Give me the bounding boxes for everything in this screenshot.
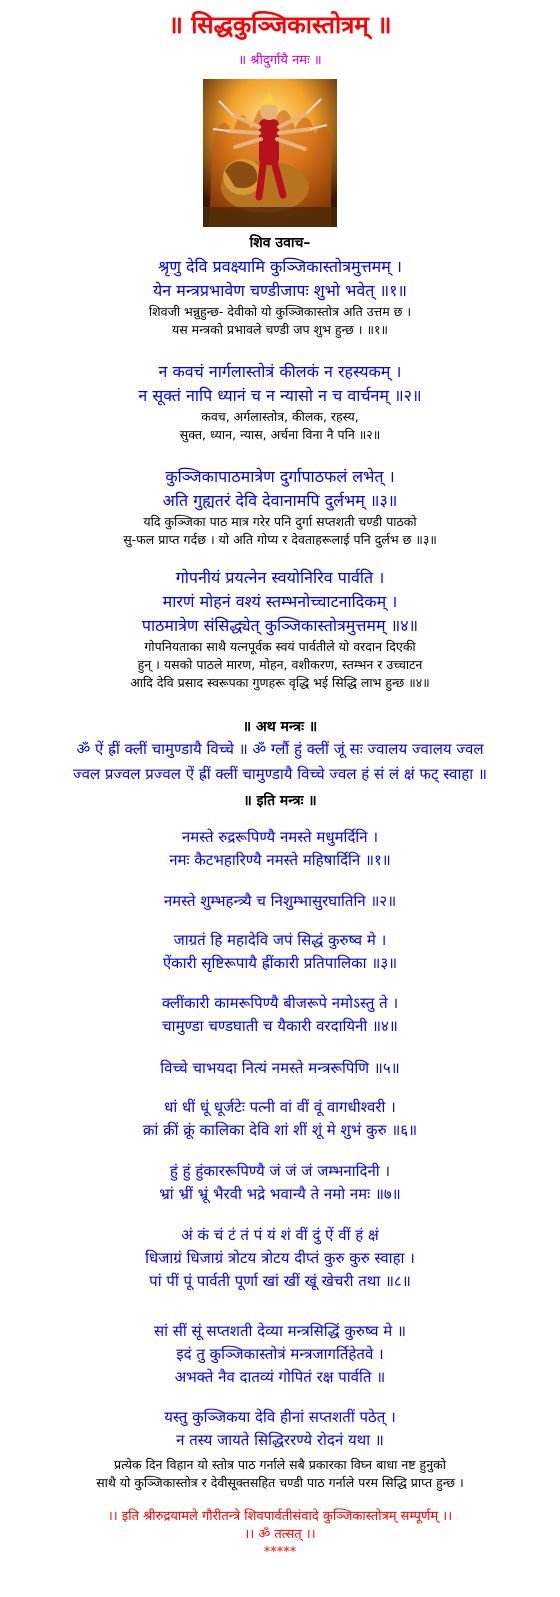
verse-1-sanskrit-line-1: श्रृणु देवि प्रवक्ष्यामि कुञ्जिकास्तोत्रमुत्तमम् । [158,257,402,276]
stotra-9-line-3: अभक्ते नैव दातव्यं गोपितं रक्ष पार्वति ॥ [174,1368,386,1386]
stotra-10-line-2: न तस्य जायते सिद्धिररण्ये रोदनं यथा ॥ [176,1431,384,1449]
verse-2-nepali-line-2: सुक्त, ध्यान, न्यास, अर्चना विना नै पनि ॥२॥ [179,427,381,442]
verse-4-sanskrit-line-1: गोपनीयं प्रयत्नेन स्वयोनिरिव पार्वति । [175,568,385,587]
speaker-heading: शिव उवाच– [249,235,311,251]
mantra-block [0,737,560,787]
stotra-7-line-2: भ्रां भ्रीं भ्रूं भैरवी भद्रे भवान्यै ते नमो नमः ॥७॥ [159,1185,401,1203]
closing-note-line-1: प्रत्येक दिन विहान यो स्तोत्र पाठ गर्नाले सबै प्रकारका विघ्न बाधा नष्ट हुनुको [114,1457,446,1472]
mantra-heading: ॥ अथ मन्त्रः ॥ [242,719,318,735]
verse-4-sanskrit-line-3: पाठमात्रेण संसिद्ध्येत् कुञ्जिकास्तोत्रमुत्तमम् ॥४॥ [141,616,419,635]
closing-note-line-2: साथै यो कुञ्जिकास्तोत्र र देवीसूक्तसहित चण्डी पाठ गर्नाले परम सिद्धि प्राप्त हुन्छ । [96,1475,464,1490]
verse-3 [0,465,560,549]
stotra-6-line-2: क्रां क्रीं क्रूं कालिका देवि शां शीं शूं मे शुभं कुरु ॥६॥ [142,1121,418,1139]
verse-2 [0,360,560,444]
stotra-4-line-2: चामुण्डा चण्डघाती च यैकारी वरदायिनी ॥४॥ [162,1017,398,1035]
stotra-stanza-3 [0,929,560,975]
verse-3-sanskrit-line-2: अति गुह्यतरं देवि देवानामपि दुर्लभम् ॥३॥ [162,491,398,510]
mantra-line-2: ज्वल प्रज्वल प्रज्वल ऐं ह्रीं क्लीं चामुण्डायै विच्चे ज्वल हं सं लं क्षं फट् स्वाहा ॥ [73,765,487,783]
verse-4-nepali-line-1: गोपनियताका साथै यत्नपूर्वक स्वयं पार्वतीले यो वरदान दिएकी [144,639,416,654]
stotra-3-line-2: ऐंकारी सृष्टिरूपायै ह्रींकारी प्रतिपालिका ॥३॥ [162,954,398,972]
stotra-stanza-6 [0,1096,560,1142]
verse-4-sanskrit-line-2: मारणं मोहनं वश्यं स्तम्भनोच्चाटनादिकम् । [162,592,398,611]
stotra-1-line-1: नमस्ते रुद्ररूपिण्यै नमस्ते मधुमर्दिनि । [181,828,379,846]
page-title: ॥ सिद्धकुञ्जिकास्तोत्रम् ॥ [168,11,392,39]
durga-illustration [203,79,337,227]
verse-2-sanskrit-line-2: न सूक्तं नापि ध्यानं च न न्यासो न च वार्चनम् ॥२॥ [138,386,422,405]
stotra-stanza-10 [0,1406,560,1452]
mantra-line-1: ॐ ऐं ह्रीं क्लीं चामुण्डायै विच्चे ॥ ॐ ग्लौं हुं क्लीं जूं सः ज्वालय ज्वालय ज्वल [76,740,484,758]
colophon-line-1: ।। इति श्रीरुद्रयामले गौरीतन्त्रे शिवपार्वतीसंवादे कुञ्जिकास्तोत्रम् सम्पूर्णम् ।। [107,1509,453,1524]
colophon-stars: ***** [263,1545,297,1560]
closing-note [0,1456,560,1492]
stotra-2-line-1: नमस्ते शुम्भहन्त्र्यै च निशुम्भासुरघातिनि ॥२॥ [163,892,397,910]
stotra-stanza-8 [0,1224,560,1293]
verse-2-sanskrit-line-1: न कवचं नार्गलास्तोत्रं कीलकं न रहस्यकम् । [158,362,402,381]
stotra-8-line-1: अं कं चं टं तं पं यं शं वीं दुं ऐं वीं हं क्षं [181,1226,379,1244]
stotra-10-line-1: यस्तु कुञ्जिकया देवि हीनां सप्तशतीं पठेत् । [164,1408,396,1426]
verse-1-nepali-line-1: शिवजी भन्नुहुन्छ- देवीको यो कुञ्जिकास्तोत्र अति उत्तम छ । [148,304,412,319]
stotra-8-line-3: पां पीं पूं पार्वती पूर्णा खां खीं खूं खेचरी तथा ॥८॥ [149,1272,411,1290]
colophon-line-2: ।। ॐ तत्सत् ।। [244,1527,316,1542]
stotra-4-line-1: क्लींकारी कामरूपिण्यै बीजरूपे नमोऽस्तु ते । [161,994,399,1012]
colophon [0,1508,560,1562]
stotra-8-line-2: धिजाग्रं धिजाग्रं त्रोटय त्रोटय दीप्तं कुरु कुरु स्वाहा । [145,1249,415,1267]
stotra-stanza-2 [0,890,560,913]
stotra-stanza-5 [0,1057,560,1080]
salutation: ॥ श्रीदुर्गायै नमः ॥ [238,53,322,68]
stotra-5-line-1: विच्चे चाभयदा नित्यं नमस्ते मन्त्ररूपिणि ॥५॥ [160,1059,400,1077]
mantra-closing: ॥ इति मन्त्रः ॥ [243,793,317,809]
stotra-stanza-1 [0,826,560,872]
verse-3-nepali-line-1: यदि कुञ्जिका पाठ मात्र गरेर पनि दुर्गा सप्तशती चण्डी पाठको [143,514,417,529]
stotra-3-line-1: जाग्रतं हि महादेवि जपं सिद्धं कुरुष्व मे । [173,931,387,949]
stotra-6-line-1: धां धीं धूं धूर्जटेः पत्नी वां वीं वूं वागधीश्वरी । [164,1098,396,1116]
verse-4-nepali-line-2: हुन् । यसको पाठले मारण, मोहन, वशीकरण, स्तम्भन र उच्चाटन [137,657,423,672]
stotra-1-line-2: नमः कैटभहारिण्यै नमस्ते महिषार्दिनि ॥१॥ [169,851,391,869]
verse-1-sanskrit-line-2: येन मन्त्रप्रभावेण चण्डीजापः शुभो भवेत् ॥१॥ [153,281,407,300]
verse-1-nepali-line-2: यस मन्त्रको प्रभावले चण्डी जप शुभ हुन्छ । ॥१॥ [172,322,388,337]
stotra-9-line-2: इदं तु कुञ्जिकास्तोत्रं मन्त्रजागर्तिहेतवे । [176,1345,384,1363]
verse-1 [0,255,560,339]
verse-3-sanskrit-line-1: कुञ्जिकापाठमात्रेण दुर्गापाठफलं लभेत् । [165,467,395,486]
verse-4 [0,566,560,692]
stotra-stanza-7 [0,1160,560,1206]
stotra-stanza-4 [0,992,560,1038]
stotra-9-line-1: सां सीं सूं सप्तशती देव्या मन्त्रसिद्धिं कुरुष्व मे ॥ [153,1322,407,1340]
verse-2-nepali-line-1: कवच, अर्गलास्तोत्र, कीलक, रहस्य, [201,409,359,424]
goddess-durga-image [203,79,337,227]
verse-3-nepali-line-2: सु-फल प्राप्त गर्दछ । यो अति गोप्य र देवताहरूलाई पनि दुर्लभ छ ॥३॥ [123,532,437,547]
stotra-stanza-9 [0,1320,560,1389]
stotra-7-line-1: हुं हुं हुंकाररूपिण्यै जं जं जं जम्भनादिनी । [169,1162,391,1180]
verse-4-nepali-line-3: आदि देवि प्रसाद स्वरूपका गुणहरू वृद्धि भई सिद्धि लाभ हुन्छ ॥४॥ [130,675,430,690]
